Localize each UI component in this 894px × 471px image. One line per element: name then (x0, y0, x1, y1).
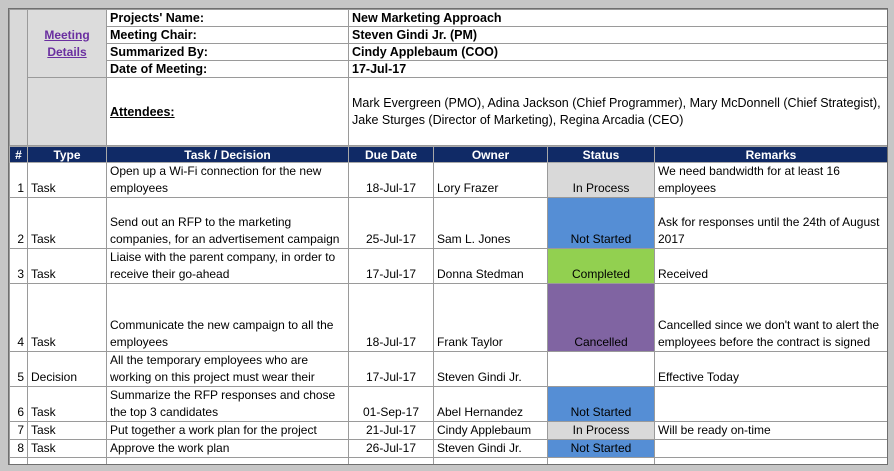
header-remarks: Remarks (655, 147, 888, 163)
header-owner: Owner (434, 147, 548, 163)
task-row[interactable] (10, 422, 888, 440)
task-row[interactable] (10, 198, 888, 249)
empty-cell[interactable] (349, 458, 434, 466)
row-type[interactable]: Task (28, 163, 107, 198)
row-due-date[interactable]: 01-Sep-17 (349, 387, 434, 422)
row-number[interactable]: 5 (10, 352, 28, 387)
project-name-value[interactable]: New Marketing Approach (349, 10, 888, 27)
meeting-date-label: Date of Meeting: (107, 61, 349, 78)
details-filler (28, 78, 107, 146)
row-owner[interactable]: Cindy Applebaum (434, 422, 548, 440)
row-task[interactable]: Communicate the new campaign to all the employees (107, 284, 349, 352)
summarized-by-label: Summarized By: (107, 44, 349, 61)
row-status[interactable]: Not Started (548, 198, 655, 249)
row-status[interactable]: In Process (548, 422, 655, 440)
row-type[interactable]: Task (28, 249, 107, 284)
task-row[interactable] (10, 249, 888, 284)
task-row[interactable] (10, 163, 888, 198)
row-status[interactable]: Not Started (548, 387, 655, 422)
meeting-details-link[interactable]: Meeting Details (28, 10, 107, 78)
empty-cell[interactable] (107, 458, 349, 466)
row-status[interactable]: In Process (548, 163, 655, 198)
row-number[interactable]: 6 (10, 387, 28, 422)
left-strip (10, 10, 28, 146)
row-type[interactable]: Task (28, 422, 107, 440)
row-number[interactable]: 3 (10, 249, 28, 284)
row-number[interactable]: 2 (10, 198, 28, 249)
task-table (9, 146, 888, 465)
row-owner[interactable]: Frank Taylor (434, 284, 548, 352)
row-remarks[interactable]: Received (655, 249, 888, 284)
task-row[interactable] (10, 284, 888, 352)
row-type[interactable]: Decision (28, 352, 107, 387)
row-task[interactable]: Summarize the RFP responses and chose the top 3 candidates (107, 387, 349, 422)
row-owner[interactable]: Donna Stedman (434, 249, 548, 284)
row-status[interactable] (548, 352, 655, 387)
row-task[interactable]: Open up a Wi-Fi connection for the new employees (107, 163, 349, 198)
meeting-date-value[interactable]: 17-Jul-17 (349, 61, 888, 78)
row-remarks[interactable]: Cancelled since we don't want to alert the employees before the contract is signed (655, 284, 888, 352)
summarized-by-value[interactable]: Cindy Applebaum (COO) (349, 44, 888, 61)
task-table-header (10, 147, 888, 163)
row-due-date[interactable]: 18-Jul-17 (349, 163, 434, 198)
row-due-date[interactable]: 26-Jul-17 (349, 440, 434, 458)
header-number: # (10, 147, 28, 163)
row-due-date[interactable]: 17-Jul-17 (349, 249, 434, 284)
row-owner[interactable]: Steven Gindi Jr. (434, 352, 548, 387)
row-type[interactable]: Task (28, 198, 107, 249)
row-due-date[interactable]: 18-Jul-17 (349, 284, 434, 352)
empty-cell[interactable] (10, 458, 28, 466)
row-type[interactable]: Task (28, 387, 107, 422)
row-owner[interactable]: Sam L. Jones (434, 198, 548, 249)
row-due-date[interactable]: 21-Jul-17 (349, 422, 434, 440)
task-row[interactable] (10, 352, 888, 387)
row-status[interactable]: Completed (548, 249, 655, 284)
header-due-date: Due Date (349, 147, 434, 163)
header-status: Status (548, 147, 655, 163)
row-task[interactable]: Liaise with the parent company, in order to receive their go-ahead (107, 249, 349, 284)
meeting-details-table (9, 9, 888, 146)
row-task[interactable]: All the temporary employees who are working on this project must wear their (107, 352, 349, 387)
meeting-chair-value[interactable]: Steven Gindi Jr. (PM) (349, 27, 888, 44)
empty-cell[interactable] (434, 458, 548, 466)
attendees-label: Attendees: (107, 78, 349, 146)
empty-cell[interactable] (548, 458, 655, 466)
row-number[interactable]: 8 (10, 440, 28, 458)
task-row[interactable] (10, 387, 888, 422)
row-remarks[interactable]: Effective Today (655, 352, 888, 387)
row-number[interactable]: 4 (10, 284, 28, 352)
row-owner[interactable]: Abel Hernandez (434, 387, 548, 422)
row-remarks[interactable] (655, 440, 888, 458)
project-name-label: Projects' Name: (107, 10, 349, 27)
row-number[interactable]: 1 (10, 163, 28, 198)
row-task[interactable]: Put together a work plan for the project (107, 422, 349, 440)
meeting-minutes-sheet (8, 8, 888, 465)
header-task: Task / Decision (107, 147, 349, 163)
row-owner[interactable]: Steven Gindi Jr. (434, 440, 548, 458)
meeting-chair-label: Meeting Chair: (107, 27, 349, 44)
row-type[interactable]: Task (28, 440, 107, 458)
empty-cell[interactable] (655, 458, 888, 466)
row-status[interactable]: Cancelled (548, 284, 655, 352)
row-remarks[interactable]: We need bandwidth for at least 16 employees (655, 163, 888, 198)
empty-cell[interactable] (28, 458, 107, 466)
row-owner[interactable]: Lory Frazer (434, 163, 548, 198)
empty-row (10, 458, 888, 466)
row-task[interactable]: Send out an RFP to the marketing companies, for an advertisement campaign (107, 198, 349, 249)
row-remarks[interactable] (655, 387, 888, 422)
row-remarks[interactable]: Ask for responses until the 24th of August 2017 (655, 198, 888, 249)
header-type: Type (28, 147, 107, 163)
task-row[interactable] (10, 440, 888, 458)
attendees-value[interactable]: Mark Evergreen (PMO), Adina Jackson (Chief Programmer), Mary McDonnell (Chief Strategist), Jake Sturges (Director of Marketing), Regina Arcadia (CEO) (349, 78, 888, 146)
row-status[interactable]: Not Started (548, 440, 655, 458)
row-type[interactable]: Task (28, 284, 107, 352)
row-due-date[interactable]: 25-Jul-17 (349, 198, 434, 249)
row-task[interactable]: Approve the work plan (107, 440, 349, 458)
row-due-date[interactable]: 17-Jul-17 (349, 352, 434, 387)
row-number[interactable]: 7 (10, 422, 28, 440)
row-remarks[interactable]: Will be ready on-time (655, 422, 888, 440)
